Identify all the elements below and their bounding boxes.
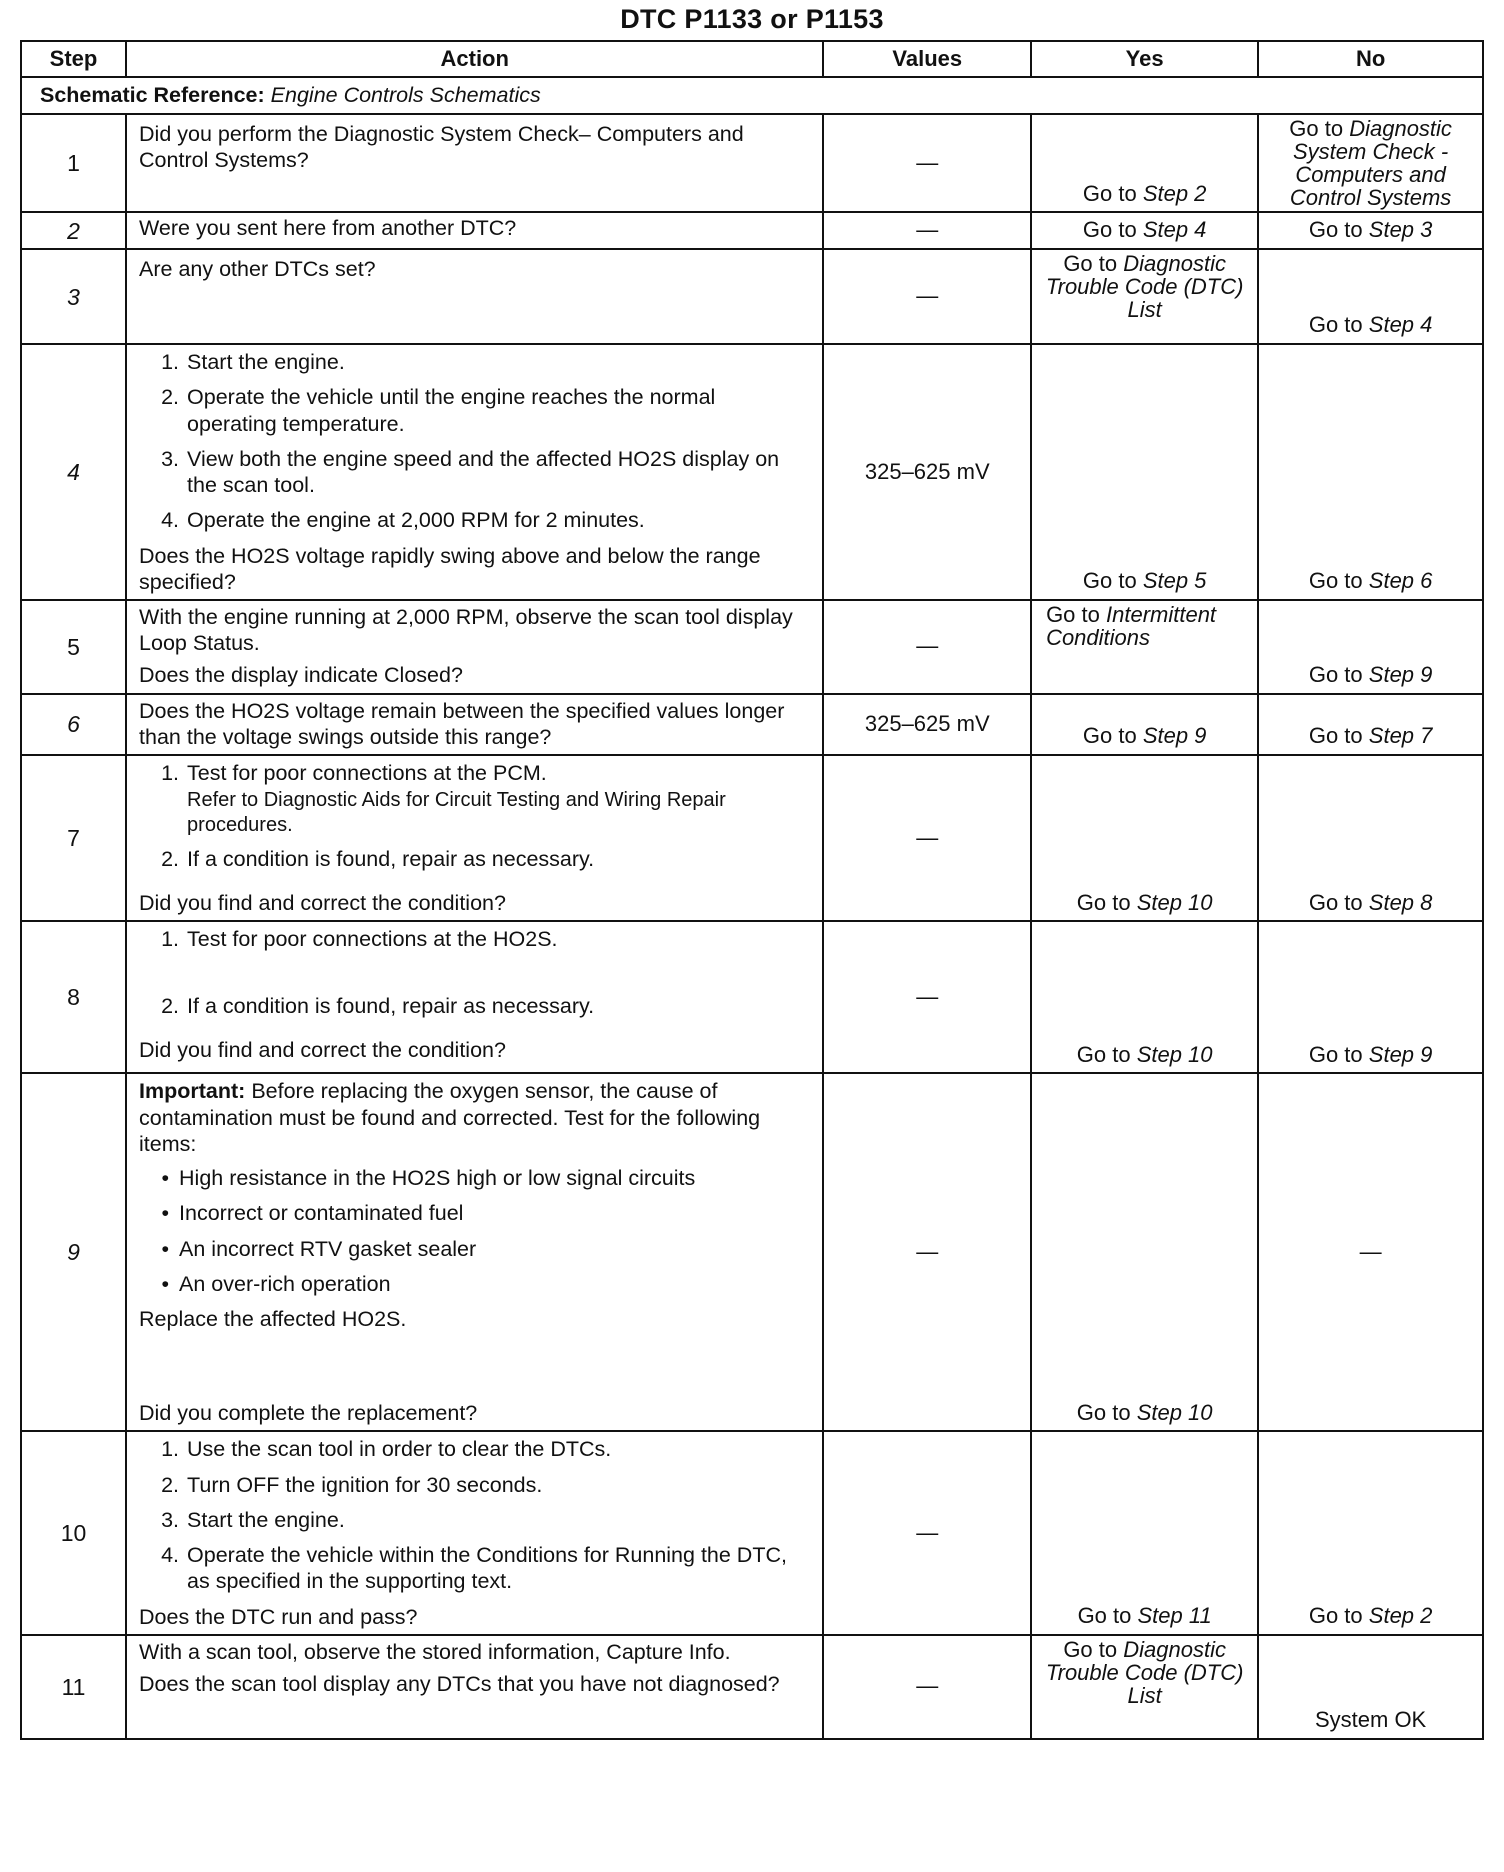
yes-cell	[1031, 1431, 1258, 1634]
action-steps-list	[139, 349, 810, 533]
yes-cell	[1031, 1635, 1258, 1739]
yes-prefix: Go to	[1082, 180, 1137, 206]
yes-prefix: Go to	[1063, 251, 1118, 277]
header-row	[21, 41, 1483, 77]
step-number: 11	[21, 1635, 126, 1739]
table-row-step-10	[21, 1431, 1483, 1634]
yes-link[interactable]: Diagnostic Trouble Code (DTC) List	[1045, 251, 1244, 323]
yes-link[interactable]: Step 11	[1137, 1602, 1212, 1628]
step-number: 1	[21, 114, 126, 212]
yes-link[interactable]: Step 10	[1136, 1041, 1213, 1067]
yes-prefix: Go to	[1063, 1636, 1118, 1662]
list-item: 1. Start the engine.	[161, 350, 345, 375]
no-cell	[1258, 921, 1483, 1073]
action-question: Does the display indicate Closed?	[139, 663, 463, 688]
table-row-step-5	[21, 600, 1483, 694]
values-cell: —	[823, 921, 1031, 1073]
table-row-step-11	[21, 1635, 1483, 1739]
no-link[interactable]: Step 2	[1368, 1602, 1433, 1628]
table-row-step-8	[21, 921, 1483, 1073]
yes-link[interactable]: Step 4	[1142, 217, 1207, 243]
yes-prefix: Go to	[1077, 1602, 1132, 1628]
yes-cell	[1031, 212, 1258, 249]
list-item: 2. If a condition is found, repair as necessary.	[161, 847, 595, 872]
table-row-step-7	[21, 755, 1483, 921]
important-note	[139, 1078, 810, 1157]
action-text: With a scan tool, observe the stored information, Capture Info.	[139, 1639, 731, 1664]
no-cell	[1258, 600, 1483, 694]
table-row-step-2	[21, 212, 1483, 249]
yes-cell	[1031, 114, 1258, 212]
action-cell	[126, 344, 823, 600]
list-item: 3. Start the engine.	[161, 1507, 345, 1532]
list-item: • High resistance in the HO2S high or low signal circuits	[161, 1166, 696, 1191]
list-item: • An over-rich operation	[161, 1271, 391, 1296]
yes-link[interactable]: Intermittent Conditions	[1046, 601, 1217, 651]
values-cell: —	[823, 249, 1031, 344]
no-prefix: Go to	[1308, 1602, 1363, 1628]
yes-prefix: Go to	[1076, 889, 1131, 915]
list-item: 4. Operate the vehicle within the Conditions for Running the DTC, as specified in the supporting text.	[161, 1543, 787, 1594]
values-cell: —	[823, 1635, 1031, 1739]
schematic-reference-row	[21, 77, 1483, 114]
no-link[interactable]: Step 9	[1368, 1041, 1433, 1067]
no-cell: —	[1258, 1073, 1483, 1431]
schematic-reference-link[interactable]: Engine Controls Schematics	[270, 83, 541, 108]
list-item: 1. Use the scan tool in order to clear the DTCs.	[161, 1437, 612, 1462]
important-text: Before replacing the oxygen sensor, the cause of contamination must be found and corrected. Test for the following items:	[139, 1079, 761, 1156]
list-item: • An incorrect RTV gasket sealer	[161, 1236, 477, 1261]
action-steps-list	[139, 926, 810, 1018]
no-prefix: Go to	[1308, 568, 1363, 594]
no-link[interactable]: Step 9	[1368, 661, 1433, 687]
values-cell: —	[823, 600, 1031, 694]
action-question: Does the scan tool display any DTCs that you have not diagnosed?	[139, 1671, 780, 1696]
step-number: 7	[21, 755, 126, 921]
no-cell	[1258, 755, 1483, 921]
action-question: Does the HO2S voltage remain between the specified values longer than the voltage swings outside this range?	[139, 698, 785, 749]
table-row-step-1	[21, 114, 1483, 212]
step-number: 3	[21, 249, 126, 344]
yes-prefix: Go to	[1076, 1041, 1131, 1067]
step-number: 4	[21, 344, 126, 600]
step-number: 9	[21, 1073, 126, 1431]
yes-link[interactable]: Step 10	[1136, 1399, 1213, 1425]
list-item: 1. Test for poor connections at the HO2S.	[161, 927, 558, 952]
no-link[interactable]: Step 6	[1368, 568, 1433, 594]
step-number: 6	[21, 694, 126, 755]
action-instruction: Replace the affected HO2S.	[139, 1307, 407, 1332]
action-question: Are any other DTCs set?	[139, 257, 376, 282]
no-cell	[1258, 114, 1483, 212]
action-cell	[126, 1431, 823, 1634]
yes-cell	[1031, 249, 1258, 344]
no-link[interactable]: Step 4	[1368, 312, 1433, 338]
header-no: No	[1258, 41, 1483, 77]
test-items-list	[139, 1165, 810, 1297]
list-item: 4. Operate the engine at 2,000 RPM for 2 minutes.	[161, 508, 645, 533]
yes-prefix: Go to	[1076, 1399, 1131, 1425]
yes-link[interactable]: Step 5	[1142, 568, 1207, 594]
no-prefix: Go to	[1308, 889, 1363, 915]
action-question: Did you complete the replacement?	[139, 1401, 478, 1426]
action-question: Were you sent here from another DTC?	[139, 216, 517, 241]
list-item: 2. If a condition is found, repair as necessary.	[161, 993, 595, 1018]
no-cell	[1258, 344, 1483, 600]
no-prefix: Go to	[1308, 312, 1363, 338]
action-cell	[126, 212, 823, 249]
action-cell	[126, 921, 823, 1073]
yes-link[interactable]: Step 9	[1142, 723, 1207, 749]
yes-cell	[1031, 921, 1258, 1073]
header-yes: Yes	[1031, 41, 1258, 77]
no-prefix: Go to	[1308, 723, 1363, 749]
values-cell: 325–625 mV	[823, 344, 1031, 600]
yes-prefix: Go to	[1082, 568, 1137, 594]
no-cell	[1258, 1431, 1483, 1634]
action-question: Did you find and correct the condition?	[139, 891, 506, 916]
schematic-reference-label: Schematic Reference:	[40, 83, 265, 108]
step-number: 8	[21, 921, 126, 1073]
action-cell	[126, 1635, 823, 1739]
action-cell	[126, 1073, 823, 1431]
list-item: 1. Test for poor connections at the PCM. Refer to Diagnostic Aids for Circuit Testing and Wiring Repair procedures.	[139, 760, 810, 837]
document-title: DTC P1133 or P1153	[620, 4, 884, 34]
values-cell: 325–625 mV	[823, 694, 1031, 755]
action-question: Did you perform the Diagnostic System Check– Computers and Control Systems?	[139, 122, 744, 173]
table-row-step-9	[21, 1073, 1483, 1431]
important-label: Important:	[139, 1079, 246, 1104]
action-cell	[126, 249, 823, 344]
yes-cell	[1031, 344, 1258, 600]
yes-cell	[1031, 755, 1258, 921]
header-action: Action	[126, 41, 823, 77]
no-prefix: Go to	[1308, 1041, 1363, 1067]
no-cell	[1258, 249, 1483, 344]
action-cell	[126, 600, 823, 694]
action-steps-list	[139, 760, 810, 872]
step-number: 10	[21, 1431, 126, 1634]
no-link[interactable]: Step 7	[1368, 723, 1433, 749]
list-item: 2. Operate the vehicle until the engine reaches the normal operating temperature.	[161, 385, 716, 436]
no-link[interactable]: Step 8	[1368, 889, 1433, 915]
procedure-note: Refer to Diagnostic Aids for Circuit Testing and Wiring Repair procedures.	[187, 789, 726, 836]
values-cell: —	[823, 1431, 1031, 1634]
values-cell: —	[823, 212, 1031, 249]
step-number: 2	[21, 212, 126, 249]
action-question: Does the DTC run and pass?	[139, 1604, 418, 1629]
yes-link[interactable]: Step 2	[1142, 180, 1207, 206]
step-number: 5	[21, 600, 126, 694]
values-cell: —	[823, 114, 1031, 212]
action-cell	[126, 755, 823, 921]
action-cell	[126, 694, 823, 755]
action-question: Did you find and correct the condition?	[139, 1037, 506, 1062]
schematic-reference	[21, 77, 1483, 114]
action-text: With the engine running at 2,000 RPM, observe the scan tool display Loop Status.	[139, 604, 793, 656]
table-row-step-6	[21, 694, 1483, 755]
list-item: • Incorrect or contaminated fuel	[161, 1201, 464, 1226]
action-cell	[126, 114, 823, 212]
yes-link[interactable]: Step 10	[1136, 889, 1213, 915]
yes-prefix: Go to	[1082, 217, 1137, 243]
no-cell	[1258, 212, 1483, 249]
no-prefix: Go to	[1308, 217, 1363, 243]
no-link[interactable]: Step 3	[1368, 217, 1433, 243]
yes-cell	[1031, 600, 1258, 694]
no-prefix: Go to	[1289, 116, 1344, 141]
yes-link[interactable]: Diagnostic Trouble Code (DTC) List	[1045, 1636, 1244, 1708]
yes-prefix: Go to	[1046, 601, 1100, 627]
header-values: Values	[823, 41, 1031, 77]
no-cell	[1258, 694, 1483, 755]
no-link[interactable]: Diagnostic System Check - Computers and Control Systems	[1289, 116, 1452, 211]
header-step: Step	[21, 41, 126, 77]
no-cell: System OK	[1258, 1635, 1483, 1739]
dtc-table	[20, 40, 1484, 1740]
action-question: Does the HO2S voltage rapidly swing above and below the range specified?	[139, 543, 761, 594]
yes-cell	[1031, 1073, 1258, 1431]
list-item: 3. View both the engine speed and the affected HO2S display on the scan tool.	[161, 446, 780, 498]
yes-prefix: Go to	[1082, 723, 1137, 749]
no-prefix: Go to	[1308, 661, 1363, 687]
values-cell: —	[823, 1073, 1031, 1431]
yes-cell	[1031, 694, 1258, 755]
values-cell: —	[823, 755, 1031, 921]
list-item: 2. Turn OFF the ignition for 30 seconds.	[161, 1472, 543, 1497]
table-row-step-4	[21, 344, 1483, 600]
action-steps-list	[139, 1436, 810, 1594]
table-row-step-3	[21, 249, 1483, 344]
